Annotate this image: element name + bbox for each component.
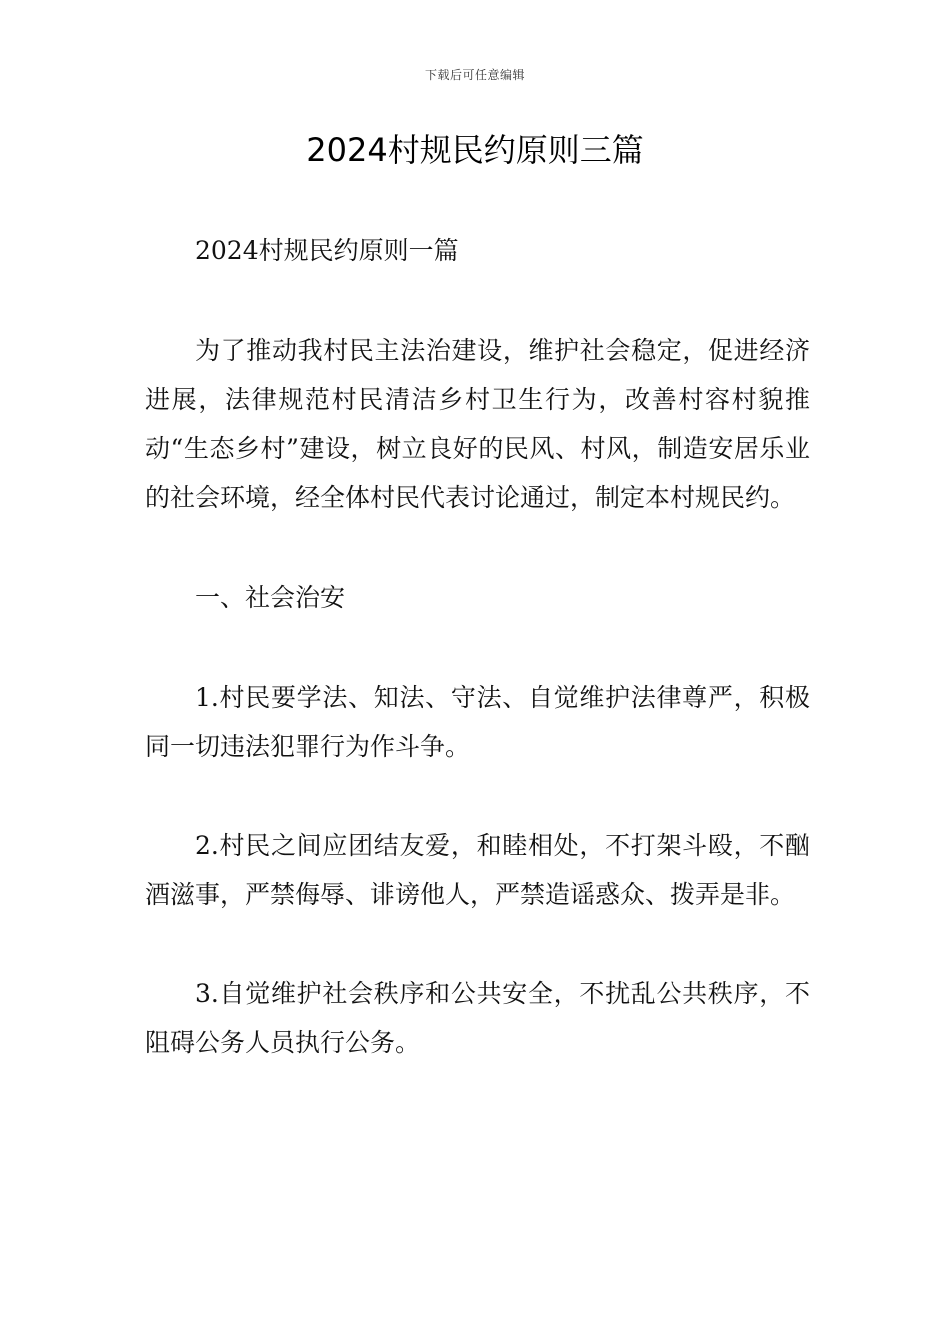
- rule-item-3: 3.自觉维护社会秩序和公共安全，不扰乱公共秩序，不阻碍公务人员执行公务。: [145, 979, 810, 1057]
- document-body: [145, 226, 810, 1067]
- document-title: 2024村规民约原则三篇: [306, 131, 644, 169]
- rule-item-1: 1.村民要学法、知法、守法、自觉维护法律尊严，积极同一切违法犯罪行为作斗争。: [145, 683, 810, 761]
- section-subtitle: 2024村规民约原则一篇: [195, 236, 459, 265]
- intro-paragraph: 为了推动我村民主法治建设，维护社会稳定，促进经济进展，法律规范村民清洁乡村卫生行为，改善村容村貌推动“生态乡村”建设，树立良好的民风、村风，制造安居乐业的社会环境，经全体村民代表讨论通过，制定本村规民约。: [145, 336, 810, 512]
- section-heading-social-security: 一、社会治安: [195, 583, 346, 612]
- rule-item-2: 2.村民之间应团结友爱，和睦相处，不打架斗殴，不酗酒滋事，严禁侮辱、诽谤他人，严禁造谣惑众、拨弄是非。: [145, 831, 810, 909]
- header-note: 下载后可任意编辑: [424, 68, 525, 82]
